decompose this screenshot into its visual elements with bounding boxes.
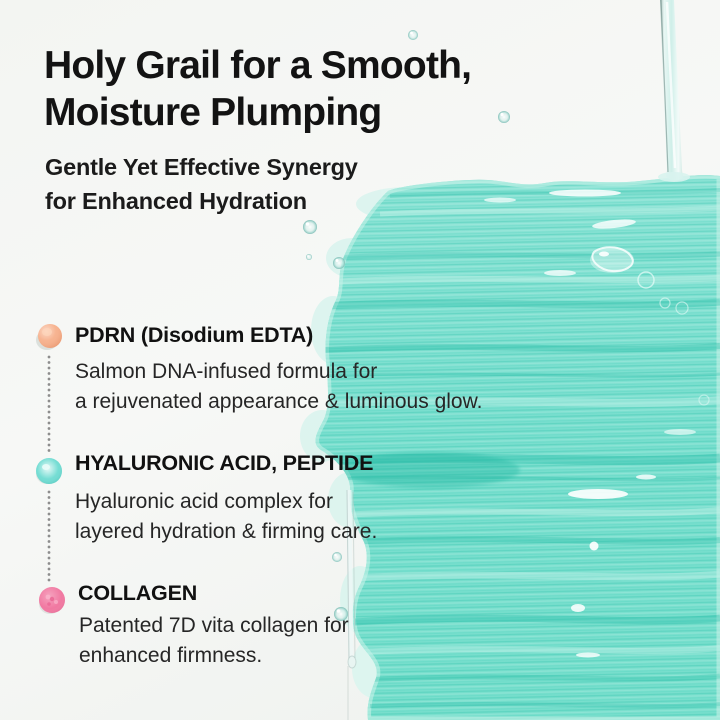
teal-blob-icon bbox=[34, 456, 64, 486]
ingredient-name-hyaluronic: HYALURONIC ACID, PEPTIDE bbox=[75, 451, 374, 475]
serum-drip bbox=[658, 0, 690, 182]
headline-line1: Holy Grail for a Smooth, bbox=[44, 44, 472, 87]
dotted-connector-1 bbox=[47, 355, 51, 453]
ingredient-description-line1: Salmon DNA-infused formula for bbox=[75, 360, 378, 383]
ingredient-name-pdrn: PDRN (Disodium EDTA) bbox=[75, 323, 314, 347]
pink-blob-icon bbox=[37, 586, 67, 616]
ingredient-description-line2: a rejuvenated appearance & luminous glow. bbox=[75, 390, 483, 413]
ingredient-description-collagen bbox=[79, 611, 349, 671]
ingredient-description-line1: Hyaluronic acid complex for bbox=[75, 490, 333, 513]
peach-blob-icon bbox=[35, 322, 65, 352]
dotted-connector-2 bbox=[47, 490, 51, 582]
subheadline-line1: Gentle Yet Effective Synergy bbox=[45, 154, 358, 180]
ingredient-description-line2: layered hydration & firming care. bbox=[75, 520, 378, 543]
cream-swirl-texture bbox=[295, 160, 720, 720]
subheadline-line2: for Enhanced Hydration bbox=[45, 188, 307, 214]
ingredient-description-pdrn bbox=[75, 357, 482, 417]
ingredient-description-line2: enhanced firmness. bbox=[79, 644, 263, 667]
water-blob bbox=[590, 247, 634, 273]
ingredient-name-collagen: COLLAGEN bbox=[78, 581, 198, 605]
subheadline bbox=[45, 150, 358, 218]
headline-line2: Moisture Plumping bbox=[44, 91, 382, 134]
ingredient-description-line1: Patented 7D vita collagen for bbox=[79, 614, 349, 637]
ingredient-description-hyaluronic bbox=[75, 487, 377, 547]
headline bbox=[44, 42, 471, 136]
